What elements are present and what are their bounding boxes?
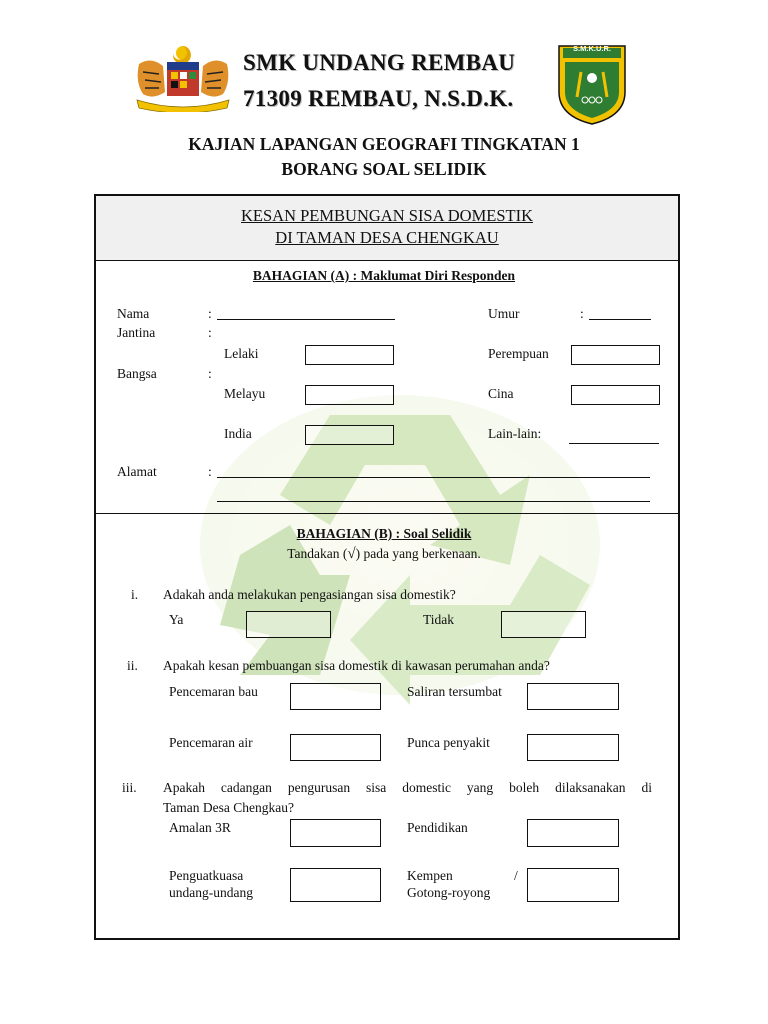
lelaki-checkbox[interactable] — [305, 345, 394, 365]
perempuan-checkbox[interactable] — [571, 345, 660, 365]
q2-pencemaran-air-label: Pencemaran air — [169, 735, 253, 750]
nama-colon: : — [208, 306, 212, 321]
q3-penguatkuasa-checkbox[interactable] — [290, 868, 381, 902]
alamat-label: Alamat — [117, 464, 157, 479]
bangsa-label: Bangsa — [117, 366, 157, 381]
q2-punca-penyakit-checkbox[interactable] — [527, 734, 619, 761]
instruction-after: ) pada yang berkenaan. — [355, 546, 481, 561]
q2-pencemaran-air-checkbox[interactable] — [290, 734, 381, 761]
q2-pencemaran-bau-label: Pencemaran bau — [169, 684, 258, 699]
school-badge-icon — [555, 42, 629, 126]
study-title-line2: DI TAMAN DESA CHENGKAU — [275, 228, 499, 247]
q3-kempen-label: Kempen — [407, 868, 453, 883]
q3-pendidikan-label: Pendidikan — [407, 820, 468, 835]
q3-amalan-3r-label: Amalan 3R — [169, 820, 231, 835]
cina-label: Cina — [488, 386, 514, 401]
nama-label: Nama — [117, 306, 150, 321]
section-divider — [96, 513, 678, 514]
q3-pendidikan-checkbox[interactable] — [527, 819, 619, 847]
alamat-field-line1[interactable] — [217, 477, 650, 478]
q3-text-line1: Apakah cadangan pengurusan sisa domestic yang boleh dilaksanakan di — [163, 780, 652, 795]
survey-subtitle: BORANG SOAL SELIDIK — [281, 159, 487, 179]
melayu-label: Melayu — [224, 386, 266, 401]
q2-saliran-tersumbat-label: Saliran tersumbat — [407, 684, 502, 699]
q3-number: iii. — [122, 780, 137, 795]
jantina-colon: : — [208, 325, 212, 340]
cina-checkbox[interactable] — [571, 385, 660, 405]
alamat-field-line2[interactable] — [217, 501, 650, 502]
bangsa-colon: : — [208, 366, 212, 381]
q2-number: ii. — [127, 658, 138, 673]
india-checkbox[interactable] — [305, 425, 394, 445]
q1-text: Adakah anda melakukan pengasiangan sisa domestik? — [163, 587, 456, 602]
survey-title: KAJIAN LAPANGAN GEOGRAFI TINGKATAN 1 — [188, 134, 580, 154]
umur-colon: : — [580, 306, 584, 321]
q3-kempen-slash: / — [514, 868, 518, 883]
q3-gotong-royong-label: Gotong-royong — [407, 885, 491, 900]
lain-lain-label: Lain-lain: — [488, 426, 542, 441]
q1-tidak-checkbox[interactable] — [501, 611, 586, 638]
q1-tidak-label: Tidak — [423, 612, 455, 627]
lelaki-label: Lelaki — [224, 346, 259, 361]
india-label: India — [224, 426, 252, 441]
section-a-heading: BAHAGIAN (A) : Maklumat Diri Responden — [252, 268, 516, 283]
perempuan-label: Perempuan — [488, 346, 549, 361]
umur-label: Umur — [488, 306, 520, 321]
nama-field[interactable] — [217, 319, 395, 320]
q1-ya-label: Ya — [169, 612, 184, 627]
alamat-colon: : — [208, 464, 212, 479]
jantina-label: Jantina — [117, 325, 156, 340]
melayu-checkbox[interactable] — [305, 385, 394, 405]
q3-undang-undang-label: undang-undang — [169, 885, 253, 900]
q2-pencemaran-bau-checkbox[interactable] — [290, 683, 381, 710]
umur-field[interactable] — [589, 319, 651, 320]
study-title-band — [96, 196, 678, 261]
instruction-before: Tandakan ( — [287, 546, 348, 561]
q1-number: i. — [131, 587, 139, 602]
q1-ya-checkbox[interactable] — [246, 611, 331, 638]
section-b-instruction — [0, 546, 768, 563]
q2-text: Apakah kesan pembuangan sisa domestik di kawasan perumahan anda? — [163, 658, 550, 673]
q3-penguatkuasa-label: Penguatkuasa — [169, 868, 244, 883]
section-b-heading: BAHAGIAN (B) : Soal Selidik — [296, 526, 472, 541]
q3-amalan-3r-checkbox[interactable] — [290, 819, 381, 847]
school-name: SMK UNDANG REMBAU — [243, 50, 516, 75]
q3-kempen-checkbox[interactable] — [527, 868, 619, 902]
q3-text-line2: Taman Desa Chengkau? — [163, 800, 295, 815]
school-badge-label: S.M.K.U.R. — [573, 44, 611, 53]
q2-punca-penyakit-label: Punca penyakit — [407, 735, 490, 750]
malaysia-coat-of-arms-icon — [133, 44, 233, 112]
school-address: 71309 REMBAU, N.S.D.K. — [243, 86, 514, 111]
lain-lain-field[interactable] — [569, 443, 659, 444]
study-title-line1: KESAN PEMBUNGAN SISA DOMESTIK — [241, 206, 533, 225]
q2-saliran-tersumbat-checkbox[interactable] — [527, 683, 619, 710]
check-mark-icon: √ — [347, 546, 356, 562]
